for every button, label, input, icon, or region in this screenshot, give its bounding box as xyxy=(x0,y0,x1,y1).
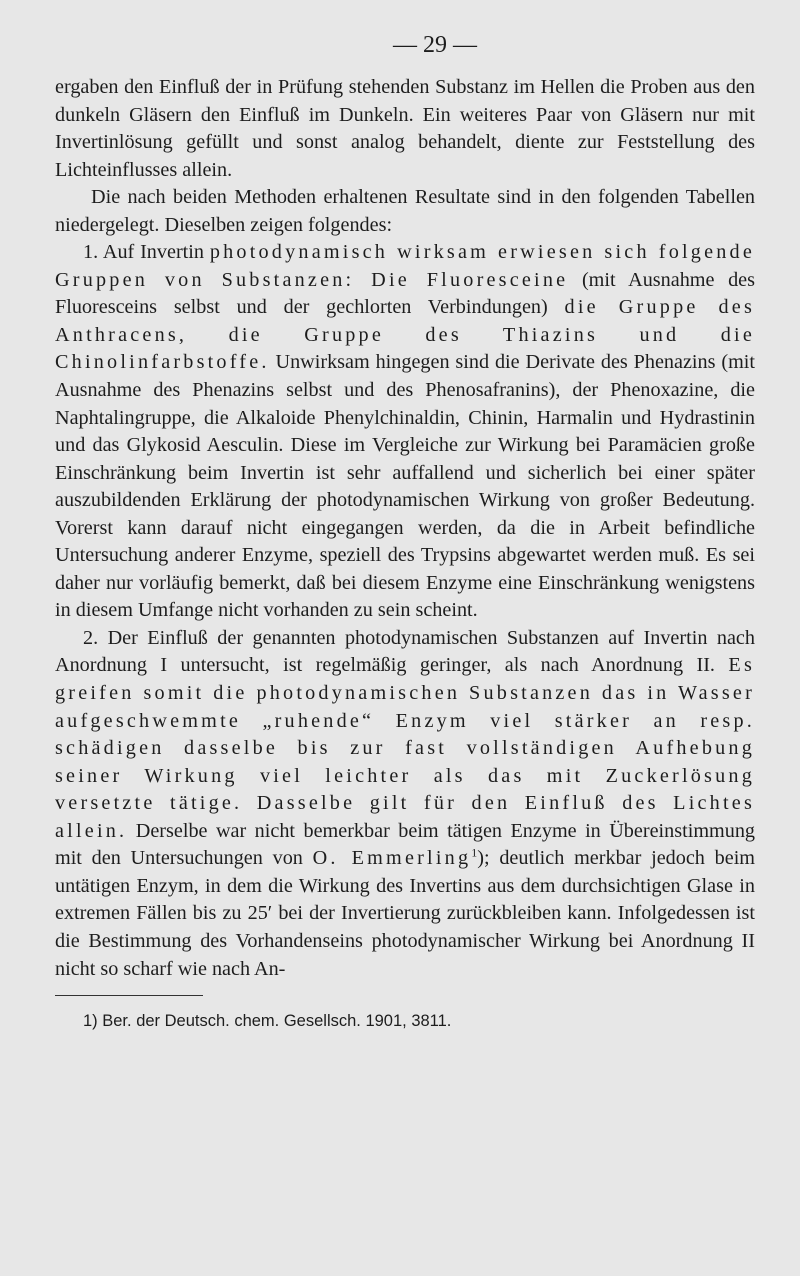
emphasized-text: photodynamisch wirksam erwiesen sich folgende Gruppen von Substanzen: Die Fluoresceine xyxy=(55,241,755,291)
emphasized-text: Es greifen somit die photodynamischen Substanzen das in Wasser aufgeschwemmte „ruhende“ Enzym viel stärker an resp. schädigen dasselbe bis zur fast vollständigen Aufhebung seiner Wirkung viel leichter als das mit Zuckerlösung versetzte tätige. Dasselbe gilt für den Einfluß des Lichtes allein. xyxy=(55,654,755,842)
paragraph-text: Derselbe war nicht bemerkbar beim tätigen Enzyme in Übereinstimmung mit den Untersuchungen von xyxy=(55,819,756,870)
footnote: 1) Ber. der Deutsch. chem. Gesellsch. 1901, 3811. xyxy=(83,1012,452,1031)
footnote-reference: 1 xyxy=(471,845,478,860)
list-item-1 xyxy=(55,239,755,625)
body-text xyxy=(55,74,755,983)
paragraph-text: Der Einfluß der genannten photodynamischen Substanzen auf Invertin nach Anordnung I untersucht, ist regelmäßig geringer, als nach Anordnung II. xyxy=(55,626,755,677)
footnote-divider xyxy=(55,995,203,996)
author-name: O. Emmerling xyxy=(312,847,472,870)
item-number: 2. xyxy=(83,626,99,649)
paragraph-1: ergaben den Einfluß der in Prüfung stehenden Substanz im Hellen die Proben aus den dunkeln Gläsern den Einfluß im Dunkeln. Ein weiteres Paar von Gläsern nur mit Invertinlösung gefüllt und sonst analog behandelt, diente zur Feststellung des Lichteinflusses allein. xyxy=(55,76,755,181)
paragraph-text: Unwirksam hingegen sind die Derivate des Phenazins (mit Ausnahme des Phenazins selbst und des Phenosafranins), der Phenoxazine, die Naphtalingruppe, die Alkaloide Phenylchinaldin, Chinin, Harmalin und Hydrastinin und das Glykosid Aesculin. Diese im Vergleiche zur Wirkung bei Paramäcien große Einschränkung beim Invertin ist sehr auffallend und sicherlich bei einer später auszubildenden Erklärung der photodynamischen Wirkung von großer Bedeutung. Vorerst kann darauf nicht eingegangen werden, da die in Arbeit befindliche Untersuchung anderer Enzyme, speziell des Trypsins abgewartet werden muß. Es sei daher nur vorläufig bemerkt, daß bei diesem Enzyme eine Einschränkung wenigstens in diesem Umfange nicht vorhanden zu sein scheint. xyxy=(55,351,755,622)
document-page xyxy=(55,30,755,1032)
paragraph-2: Die nach beiden Methoden erhaltenen Resultate sind in den folgenden Tabellen niedergelegt. Dieselben zeigen folgendes: xyxy=(55,186,755,236)
item-number: 1. xyxy=(83,241,99,264)
paragraph-text: Auf Invertin xyxy=(102,241,204,264)
paragraph-text: ; deutlich merkbar jedoch beim untätigen Enzym, in dem die Wirkung des Invertins aus dem durchsichtigen Glase in extremen Fällen bis zu 25′ bei der Invertierung zurückbleiben kann. Infolgedessen ist die Bestimmung des Vorhandenseins photodynamischer Wirkung bei Anordnung II nicht so scharf wie nach An- xyxy=(55,847,756,980)
emphasized-text: die Gruppe des Anthracens, die Gruppe des Thiazins und die Chinolinfarbstoffe. xyxy=(55,296,756,374)
page-number: — 29 — xyxy=(393,32,477,58)
paragraph-text: (mit Ausnahme des Fluoresceins selbst und der gechlorten Verbindungen) xyxy=(55,268,755,319)
list-item-2: 2. Der Einfluß der genannten photodynamischen Substanzen auf Invertin nach Anordnung I untersucht, ist regelmäßig geringer, als nach Anordnung II. Es greifen somit die photodynamischen Substanzen das in Wasser aufgeschwemmte „ruhende“ Enzym viel stärker an resp. schädigen dasselbe bis zur fast vollständigen Aufhebung seiner Wirkung viel leichter als das mit Zuckerlösung versetzte tätige. Dasselbe gilt für den Einfluß des Lichtes allein. Derselbe war nicht bemerkbar beim tätigen Enzyme in Übereinstimmung mit den Untersuchungen von O. Emmerling$^1$); deutlich merkbar jedoch beim untätigen Enzym, in dem die Wirkung des Invertins aus dem durchsichtigen Glase in extremen Fällen bis zu 25′ bei der Invertierung zurückbleiben kann. Infolgedessen ist die Bestimmung des Vorhandenseins photodynamischer Wirkung bei Anordnung II nicht so scharf wie nach An- xyxy=(55,626,756,980)
